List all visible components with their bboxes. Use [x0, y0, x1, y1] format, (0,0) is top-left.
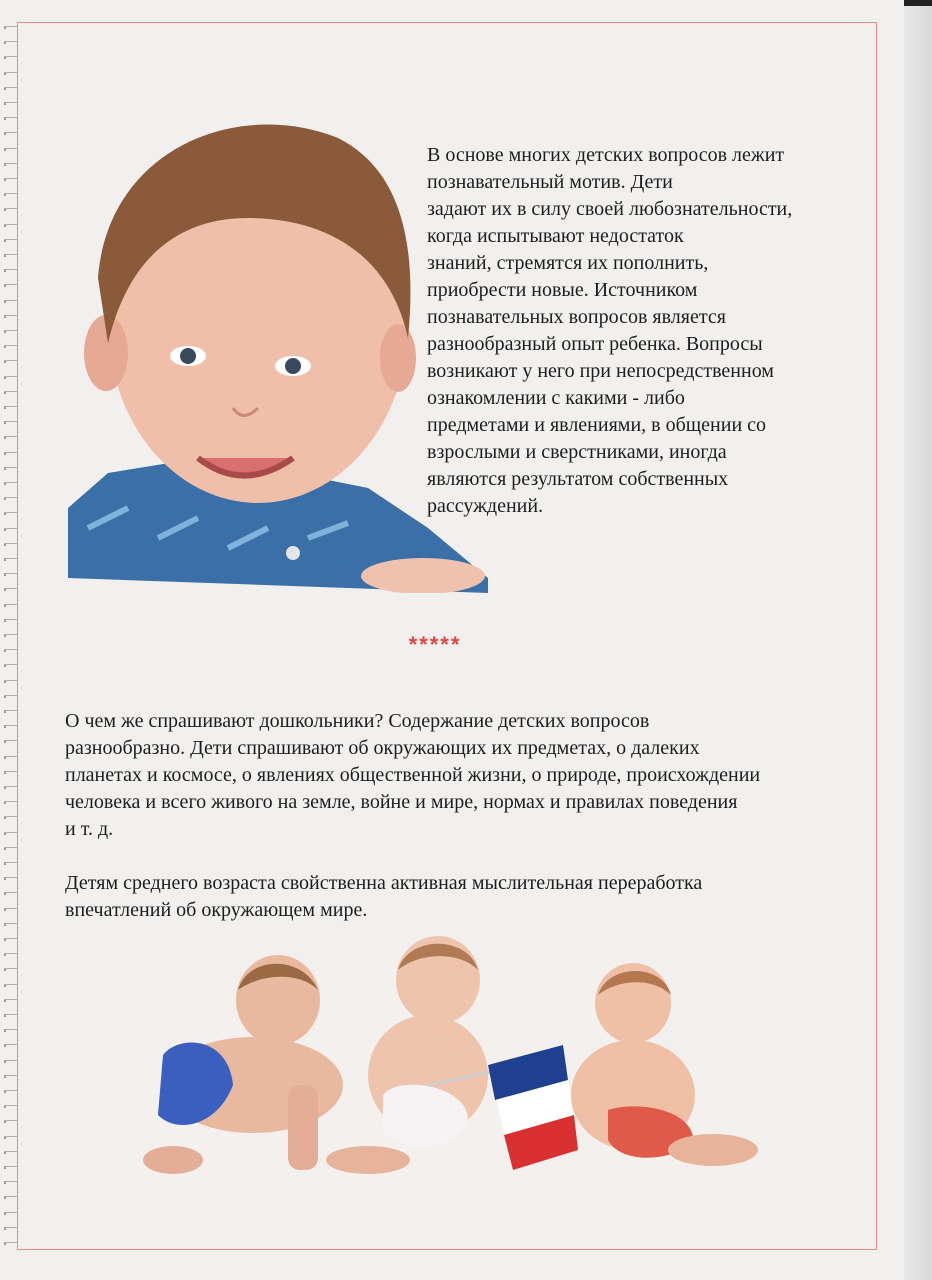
- binding-hole: [4, 573, 18, 576]
- binding-hole: [4, 208, 18, 211]
- binding-hole: [4, 72, 18, 75]
- babies-with-flag-photo: [138, 935, 763, 1185]
- binding-hole: [4, 1120, 18, 1123]
- binding-hole: [4, 528, 18, 531]
- binding-hole: [4, 801, 18, 804]
- binding-hole: [4, 1181, 18, 1184]
- binding-hole: [4, 862, 18, 865]
- binding-hole: [4, 1196, 18, 1199]
- binding-hole: [4, 1242, 18, 1245]
- binding-hole: [4, 376, 18, 379]
- binding-hole: [4, 406, 18, 409]
- binding-hole: [4, 1044, 18, 1047]
- binding-hole: [4, 1136, 18, 1139]
- binding-hole: [4, 771, 18, 774]
- binding-hole: [4, 680, 18, 683]
- binding-hole: [4, 330, 18, 333]
- binding-hole: [4, 269, 18, 272]
- binding-hole: [4, 1227, 18, 1230]
- binding-hole: [4, 41, 18, 44]
- binding-hole: [4, 1075, 18, 1078]
- binding-hole: [4, 710, 18, 713]
- scan-corner: [904, 0, 932, 6]
- binding-hole: [4, 1166, 18, 1169]
- binding-hole: [4, 832, 18, 835]
- binding-hole: [4, 452, 18, 455]
- binding-hole: [4, 756, 18, 759]
- binding-hole: [4, 816, 18, 819]
- binding-hole: [4, 953, 18, 956]
- binding-hole: [4, 436, 18, 439]
- binding-hole: [4, 923, 18, 926]
- binding-hole: [4, 148, 18, 151]
- binding-hole: [4, 1014, 18, 1017]
- binding-hole: [4, 345, 18, 348]
- binding-hole: [4, 740, 18, 743]
- binding-hole: [4, 1151, 18, 1154]
- binding-hole: [4, 999, 18, 1002]
- binding-hole: [4, 284, 18, 287]
- binding-hole: [4, 664, 18, 667]
- binding-hole: [4, 695, 18, 698]
- binding-hole: [4, 908, 18, 911]
- section-separator: *****: [408, 632, 462, 657]
- binding-hole: [4, 497, 18, 500]
- binding-hole: [4, 588, 18, 591]
- binding-hole: [4, 467, 18, 470]
- binding-hole: [4, 543, 18, 546]
- binding-hole: [4, 619, 18, 622]
- binding-hole: [4, 786, 18, 789]
- binding-hole: [4, 193, 18, 196]
- binding-hole: [4, 87, 18, 90]
- binding-hole: [4, 391, 18, 394]
- binding-hole: [4, 984, 18, 987]
- binding-hole: [4, 938, 18, 941]
- binding-hole: [4, 300, 18, 303]
- binding-hole: [4, 1212, 18, 1215]
- binding-hole: [4, 558, 18, 561]
- binding-hole: [4, 512, 18, 515]
- binding-hole: [4, 315, 18, 318]
- binding-hole: [4, 421, 18, 424]
- binding-hole: [4, 482, 18, 485]
- binding-hole: [4, 877, 18, 880]
- binding-hole: [4, 968, 18, 971]
- scan-edge: [904, 0, 932, 1280]
- binding-hole: [4, 1029, 18, 1032]
- body-text: [65, 681, 865, 951]
- binding-hole: [4, 892, 18, 895]
- binding-hole: [4, 26, 18, 29]
- binding-hole: [4, 239, 18, 242]
- binding-hole: [4, 56, 18, 59]
- binding-hole: [4, 725, 18, 728]
- binding-hole: [4, 117, 18, 120]
- binding-hole: [4, 360, 18, 363]
- binding-hole: [4, 132, 18, 135]
- binding-hole: [4, 1105, 18, 1108]
- binding-hole: [4, 178, 18, 181]
- paragraph-1: О чем же спрашивают дошкольники? Содержание детских вопросов разнообразно. Дети спрашивают об окружающих их предметах, о далеких планетах и космосе, о явлениях общественной жизни, о природе, происхождении человека и всего живого на земле, войне и мире, нормах и правилах поведения и т. д.: [65, 710, 761, 840]
- binding-hole: [4, 224, 18, 227]
- binding-hole: [4, 163, 18, 166]
- child-portrait-photo: [68, 108, 488, 593]
- binding-hole: [4, 1060, 18, 1063]
- binding-hole: [4, 102, 18, 105]
- paragraph-2: Детям среднего возраста свойственна активная мыслительная переработка впечатлений об окружающем мире.: [65, 872, 703, 921]
- binding-hole: [4, 604, 18, 607]
- intro-paragraph: В основе многих детских вопросов лежит познавательный мотив. Дети задают их в силу своей любознательности, когда испытывают недостаток знаний, стремятся их пополнить, приобрести новые. Источником познавательных вопросов является разнообразный опыт ребенка. Вопросы возникают у него при непосредственном ознакомлении с какими - либо предметами и явлениями, в общении со взрослыми и сверстниками, иногда являются результатом собственных рассуждений.: [427, 144, 793, 517]
- binding-hole: [4, 254, 18, 257]
- binding-hole: [4, 847, 18, 850]
- binding-hole: [4, 1090, 18, 1093]
